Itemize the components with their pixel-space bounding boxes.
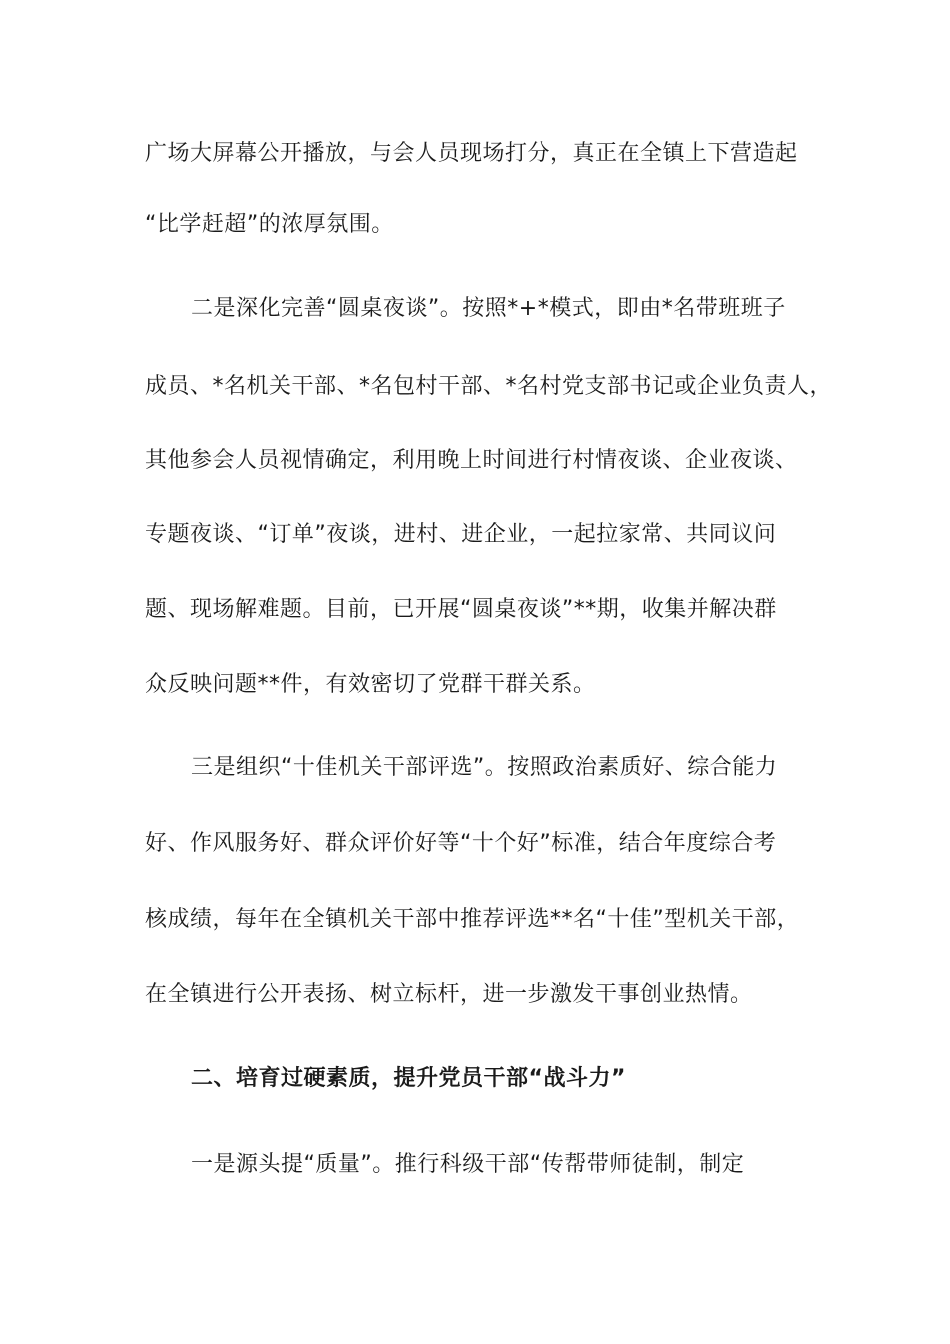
paragraph-line: 专题夜谈、“订单”夜谈，进村、进企业，一起拉家常、共同议问	[145, 522, 777, 547]
paragraph-line: 题、现场解难题。目前，已开展“圆桌夜谈”**期，收集并解决群	[145, 597, 777, 622]
paragraph-line: 二是深化完善“圆桌夜谈”。按照*+*模式，即由*名带班班子	[191, 296, 786, 321]
paragraph-line: 众反映问题**件，有效密切了党群干群关系。	[145, 672, 596, 697]
section-heading: 二、培育过硬素质，提升党员干部“战斗力”	[191, 1066, 626, 1091]
paragraph-line: 成员、*名机关干部、*名包村干部、*名村党支部书记或企业负责人，	[145, 374, 833, 399]
paragraph-line: 好、作风服务好、群众评价好等“十个好”标准，结合年度综合考	[145, 831, 777, 856]
paragraph-line: 核成绩，每年在全镇机关干部中推荐评选**名“十佳”型机关干部，	[145, 907, 800, 932]
paragraph-line: 广场大屏幕公开播放，与会人员现场打分，真正在全镇上下营造起	[145, 141, 798, 166]
paragraph-line: 其他参会人员视情确定，利用晚上时间进行村情夜谈、企业夜谈、	[145, 448, 798, 473]
paragraph-line: 在全镇进行公开表扬、树立标杆，进一步激发干事创业热情。	[145, 982, 753, 1007]
paragraph-line: 三是组织“十佳机关干部评选”。按照政治素质好、综合能力	[191, 755, 778, 780]
paragraph-line: 一是源头提“质量”。推行科级干部“传帮带师徒制，制定	[191, 1152, 745, 1177]
paragraph-line: “比学赶超”的浓厚氛围。	[145, 212, 394, 237]
